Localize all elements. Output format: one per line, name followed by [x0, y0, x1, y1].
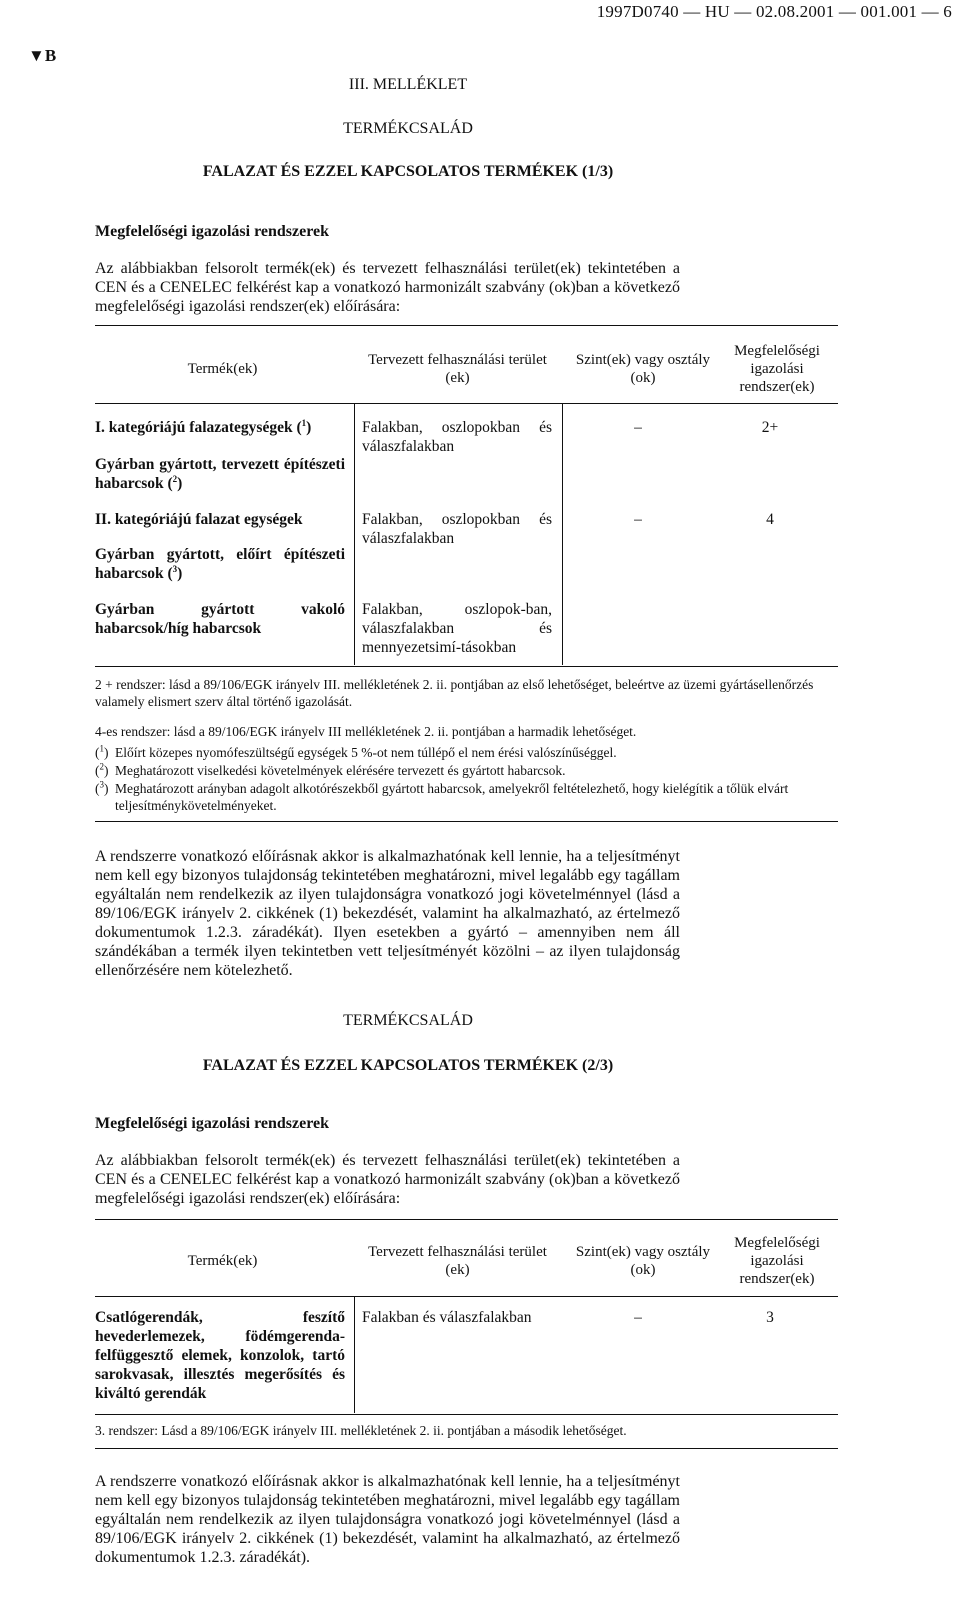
- table-header-product: Termék(ek): [187, 361, 258, 377]
- table-header-system: Megfelelőségi igazolási rendszer(ek): [734, 343, 820, 395]
- table-column-divider: [354, 404, 355, 665]
- table-row-product: II. kategóriájú falazat egységek: [95, 511, 303, 528]
- table-row-product: Gyárban gyártott, előírt építészeti habarcsok ($^3$): [95, 546, 345, 582]
- table-row-product: Csatlógerendák, feszítő hevederlemezek, födémgerenda-felfüggesztő elemek, konzolok, tartó sarokvasak, illesztés megerősítés és kiváltó gerendák: [95, 1309, 345, 1402]
- table-row-system: 3: [766, 1309, 774, 1326]
- table-top-rule: [95, 1219, 838, 1220]
- notes-bottom-rule: [95, 1448, 838, 1449]
- footnote: ($^2$) Meghatározott viselkedési követelmények elérésére tervezett és gyártott habarcsok.: [95, 761, 566, 778]
- table-header-level: Szint(ek) vagy osztály (ok): [575, 1244, 711, 1278]
- table-header-level: Szint(ek) vagy osztály (ok): [575, 352, 711, 386]
- intro-paragraph: Az alábbiakban felsorolt termék(ek) és tervezett felhasználási terület(ek) tekintetében a CEN és a CENELEC felkérést kap a vonatkozó harmonizált szabvány (ok)ban a következő megfelelőségi igazolási rendszer(ek) előírására:: [95, 1152, 680, 1207]
- table-column-divider: [354, 1297, 355, 1413]
- table-header-system: Megfelelőségi igazolási rendszer(ek): [734, 1235, 820, 1287]
- subheading: Megfelelőségi igazolási rendszerek: [95, 223, 330, 240]
- document-header: 1997D0740 — HU — 02.08.2001 — 001.001 — 6: [596, 2, 952, 21]
- table-row-level: –: [634, 1309, 642, 1326]
- product-family-label: TERMÉKCSALÁD: [343, 120, 473, 137]
- table-row-system: 4: [766, 511, 774, 528]
- table-row-use: Falakban, oszlopokban és válaszfalakban: [362, 511, 552, 547]
- subheading: Megfelelőségi igazolási rendszerek: [95, 1115, 330, 1132]
- system-note: 4-es rendszer: lásd a 89/106/EGK irányelv III mellékletének 2. ii. pontjában a harmadik lehetőséget.: [95, 724, 637, 739]
- section-title: FALAZAT ÉS EZZEL KAPCSOLATOS TERMÉKEK (2/3): [202, 1057, 614, 1074]
- table-row-level: –: [634, 419, 642, 436]
- table-row-product: Gyárban gyártott, tervezett építészeti habarcsok ($^2$): [95, 456, 345, 492]
- table-header-product: Termék(ek): [187, 1253, 258, 1269]
- system-note: 3. rendszer: Lásd a 89/106/EGK irányelv III. mellékletének 2. ii. pontjában a második lehetőséget.: [95, 1423, 627, 1438]
- table-row-use: Falakban, oszlopokban és válaszfalakban: [362, 419, 552, 455]
- intro-paragraph: Az alábbiakban felsorolt termék(ek) és tervezett felhasználási terület(ek) tekintetében a CEN és a CENELEC felkérést kap a vonatkozó harmonizált szabvány (ok)ban a következő megfelelőségi igazolási rendszer(ek) előírására:: [95, 260, 680, 315]
- closing-paragraph: A rendszerre vonatkozó előírásnak akkor is alkalmazhatónak kell lennie, ha a teljesítményt nem kell egy bizonyos tulajdonság tekintetében meghatározni, mivel legalább egy tagállam egyáltalán nem rendelkezik az ilyen tulajdonságra vonatkozó jogi követelménnyel (lásd a 89/106/EGK irányelv 2. cikkének (1) bekezdését, valamint ha alkalmazható, az értelmező dokumentumok 1.2.3. záradékát). Ilyen esetekben a gyártó – amennyiben nem áll szándékában a termék ilyen tekintetben vett teljesítményét közölni – az ilyen tulajdonság ellenőrzésére nem kötelezhető.: [95, 848, 680, 979]
- footnote: ($^1$) Előírt közepes nyomófeszültségű egységek 5 %-ot nem túllépő el nem érési valószínűséggel.: [95, 743, 617, 760]
- amendment-marker: ▼B: [28, 46, 57, 65]
- table-row-use: Falakban és válaszfalakban: [362, 1309, 532, 1326]
- table-header-use: Tervezett felhasználási terület (ek): [368, 352, 547, 386]
- table-row-use: Falakban, oszlopok-ban, válaszfalakban és mennyezetsimí-tásokban: [362, 601, 552, 656]
- table-row-level: –: [634, 511, 642, 528]
- product-family-label: TERMÉKCSALÁD: [343, 1012, 473, 1029]
- table-header-use: Tervezett felhasználási terület (ek): [368, 1244, 547, 1278]
- footnote: ($^3$) Meghatározott arányban adagolt alkotórészekből gyártott habarcsok, amelyekről feltételezhető, hogy kielégítik a tőlük elvárt teljesítménykövetelményeket.: [95, 779, 789, 813]
- table-row-system: 2+: [761, 419, 779, 436]
- system-note: 2 + rendszer: lásd a 89/106/EGK irányelv III. mellékletének 2. ii. pontjában az első lehetőséget, beleértve az üzemi gyártásellenőrzés valamely elismert szerv által történő igazolását.: [95, 677, 814, 709]
- table-header-rule: [95, 1296, 838, 1297]
- table-row-product: I. kategóriájú falazategységek ($^1$): [95, 417, 312, 436]
- annex-title: III. MELLÉKLET: [348, 76, 468, 93]
- closing-paragraph: A rendszerre vonatkozó előírásnak akkor is alkalmazhatónak kell lennie, ha a teljesítményt nem kell egy bizonyos tulajdonság tekintetében meghatározni, mivel legalább egy tagállam egyáltalán nem rendelkezik az ilyen tulajdonságra vonatkozó jogi követelménnyel (lásd a 89/106/EGK irányelv 2. cikkének (1) bekezdését, valamint ha alkalmazható, az értelmező dokumentumok 1.2.3. záradékát).: [95, 1473, 680, 1566]
- table-bottom-rule: [95, 666, 838, 667]
- section-title: FALAZAT ÉS EZZEL KAPCSOLATOS TERMÉKEK (1/3): [202, 163, 614, 180]
- notes-bottom-rule: [95, 821, 838, 822]
- table-row-product: Gyárban gyártott vakoló habarcsok/híg habarcsok: [95, 601, 345, 637]
- table-column-divider: [562, 404, 563, 665]
- table-bottom-rule: [95, 1414, 838, 1415]
- table-top-rule: [95, 325, 838, 326]
- table-header-rule: [95, 403, 838, 404]
